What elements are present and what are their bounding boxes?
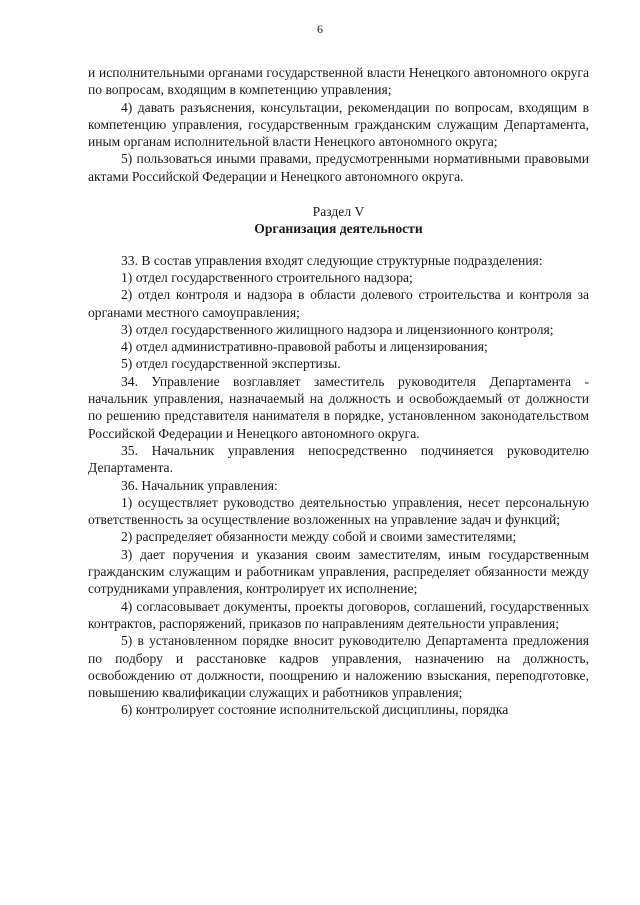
paragraph-36: 36. Начальник управления: — [121, 477, 278, 493]
section-body — [88, 252, 589, 719]
list-item: 4) согласовывает документы, проекты договоров, соглашений, государственных контрактов, распоряжений, приказов по направлениям деятельности управления; — [88, 598, 589, 631]
list-item: 6) контролирует состояние исполнительской дисциплины, порядка — [121, 702, 509, 718]
list-item: 5) отдел государственной экспертизы. — [121, 356, 341, 372]
list-item: 2) отдел контроля и надзора в области долевого строительства и контроля за органами местного самоуправления; — [88, 287, 589, 320]
list-item: 4) отдел административно-правовой работы и лицензирования; — [121, 339, 488, 355]
list-item: 5) в установленном порядке вносит руководителю Департамента предложения по подбору и расстановке кадров управления, назначению на должность, освобождению от должности, поощрению и наложению взыскания, переподготовке, повышению квалификации служащих и работников управления; — [88, 633, 589, 701]
paragraph-34: 34. Управление возглавляет заместитель руководителя Департамента - начальник управления, назначаемый на должность и освобождаемый от должности по решению представителя нанимателя в порядке, установленном законодательством Российской Федерации и Ненецкого автономного округа. — [88, 373, 589, 441]
list-item: 3) отдел государственного жилищного надзора и лицензионного контроля; — [121, 321, 554, 337]
list-item: 1) отдел государственного строительного надзора; — [121, 269, 413, 285]
paragraph-35: 35. Начальник управления непосредственно подчиняется руководителю Департамента. — [88, 442, 589, 476]
page-number: 6 — [317, 22, 323, 36]
document-body — [88, 64, 589, 719]
paragraph-right-5: 5) пользоваться иными правами, предусмотренными нормативными правовыми актами Российской Федерации и Ненецкого автономного округа. — [88, 151, 589, 184]
paragraph-right-4: 4) давать разъяснения, консультации, рекомендации по вопросам, входящим в компетенцию управления, государственным гражданским служащим Департамента, иным органам исполнительной власти Ненецкого автономного округа; — [88, 99, 589, 150]
paragraph-continuation: и исполнительными органами государственной власти Ненецкого автономного округа по вопросам, входящим в компетенцию управления; — [88, 65, 589, 98]
paragraph-33: 33. В состав управления входят следующие структурные подразделения: — [121, 252, 543, 268]
list-item: 1) осуществляет руководство деятельностью управления, несет персональную ответственность за осуществление возложенных на управление задач и функций; — [88, 494, 589, 528]
list-item: 2) распределяет обязанности между собой и своими заместителями; — [121, 529, 517, 545]
section-title: Организация деятельности — [254, 221, 423, 237]
section-number: Раздел V — [312, 204, 365, 220]
list-item: 3) дает поручения и указания своим заместителям, иным государственным гражданским служащим и работникам управления, распределяет обязанности между сотрудниками управления, контролирует их исполнение; — [88, 546, 589, 597]
